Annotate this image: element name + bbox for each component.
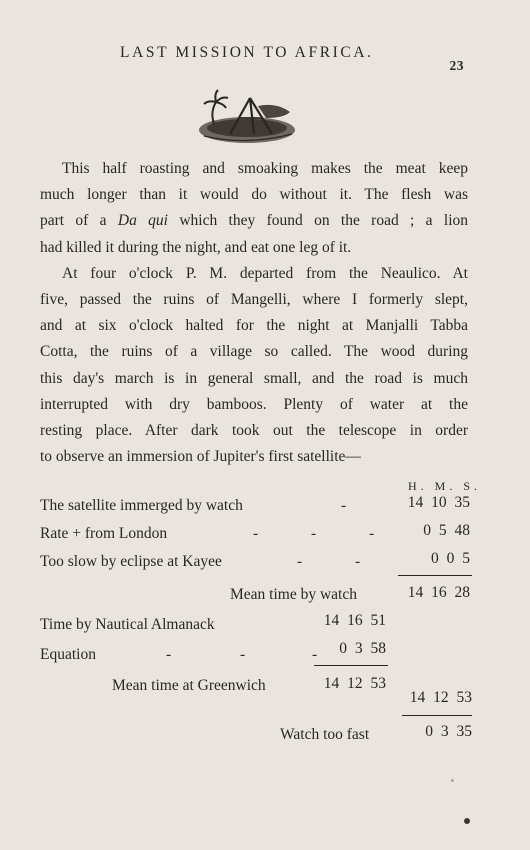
leader-dash: -: [297, 553, 303, 570]
page-header: [0, 44, 530, 73]
difference-rule: [402, 715, 472, 716]
table-row-label: Rate + from London: [40, 525, 168, 542]
table-row-value: 0 3 35: [425, 723, 472, 740]
table-row-value: 14 10 35: [407, 494, 470, 511]
table-row-value: 14 12 53: [409, 689, 472, 706]
leader-dash: -: [312, 646, 318, 663]
text-line: part of a Da qui which they found on the road ; a lion: [40, 212, 469, 230]
vignette-illustration: [196, 88, 298, 150]
text-line: At four o'clock P. M. departed from the Neaulico. At: [62, 264, 468, 282]
text-line: and at six o'clock halted for the night at Manjalli Tabba: [40, 317, 468, 335]
leader-dash: -: [341, 497, 347, 514]
ink-speck: [464, 818, 470, 824]
ink-speck: [451, 779, 454, 782]
page-number: 23: [449, 58, 464, 73]
running-head: LAST MISSION TO AFRICA.: [120, 44, 374, 61]
table-row-value: 14 16 28: [407, 584, 470, 601]
sum-rule: [398, 575, 472, 576]
leader-dash: -: [355, 553, 361, 570]
table-row-label: Mean time by watch: [230, 586, 357, 603]
table-row-value: 0 3 58: [339, 640, 386, 657]
text-line: resting place. After dark took out the telescope in order: [40, 421, 468, 439]
table-row-label: Time by Nautical Almanack: [40, 616, 215, 633]
table-row-label: Watch too fast: [280, 726, 370, 743]
text-line: Cotta, the ruins of a village so called. The wood during: [40, 343, 468, 361]
leader-dash: -: [311, 525, 317, 542]
table-row-label: The satellite immerged by watch: [40, 497, 243, 514]
text-line: this day's march is in general small, and the road is much: [40, 369, 468, 387]
leader-dash: -: [240, 646, 246, 663]
leader-dash: -: [369, 525, 375, 542]
sum-rule: [314, 665, 388, 666]
text-line: had killed it during the night, and eat one leg of it.: [40, 238, 352, 256]
table-row-value: 14 12 53: [323, 675, 386, 692]
table-row-label: Too slow by eclipse at Kayee: [40, 553, 222, 570]
table-row-label: Mean time at Greenwich: [112, 677, 266, 694]
italic-term: Da qui: [117, 212, 168, 230]
text-line: interrupted with dry bamboos. Plenty of water at the: [40, 395, 468, 413]
table-row-value: 0 0 5: [431, 550, 470, 567]
text-line: five, passed the ruins of Mangelli, where I formerly slept,: [40, 290, 468, 308]
table-row-label: Equation: [40, 646, 96, 663]
table-row-value: 0 5 48: [423, 522, 470, 539]
leader-dash: -: [253, 525, 259, 542]
text-line: much longer than it would do without it. The flesh was: [40, 186, 468, 204]
leader-dash: -: [166, 646, 172, 663]
body-text: [40, 156, 468, 470]
column-heading-hms: H. M. S.: [408, 479, 482, 493]
text-line: This half roasting and smoaking makes the meat keep: [62, 160, 468, 177]
text-line: to observe an immersion of Jupiter's first satellite—: [40, 448, 361, 466]
table-row-value: 14 16 51: [323, 612, 386, 629]
